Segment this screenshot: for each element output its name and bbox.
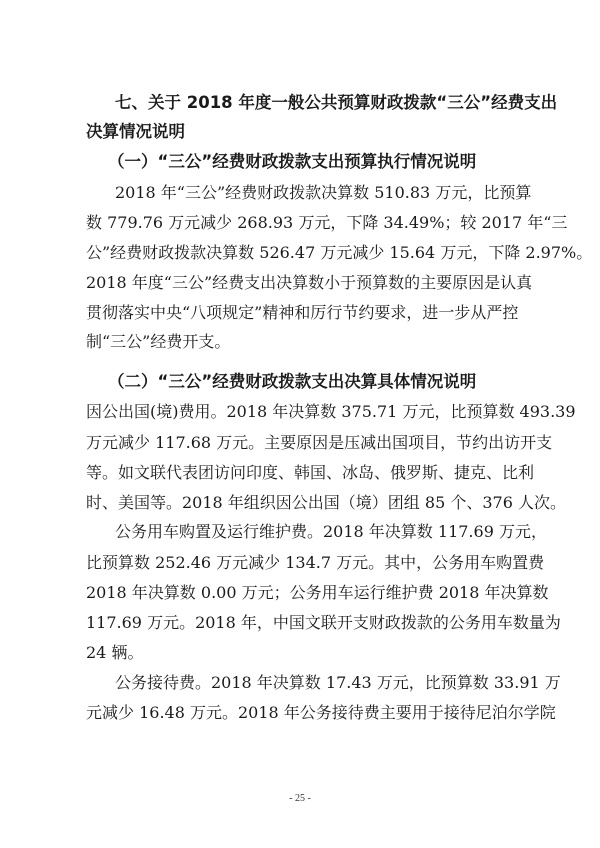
subheading: （一）“三公”经费财政拨款支出预算执行情况说明 [108,152,477,171]
paragraph-line: 2018 年度“三公”经费支出决算数小于预算数的主要原因是认真 [86,273,533,292]
paragraph-line: 贯彻落实中央“八项规定”精神和厉行节约要求，进一步从严控 [86,303,519,322]
paragraph-line: 时、美国等。2018 年组织因公出国（境）团组 85 个、376 人次。 [86,493,566,512]
section-title-line: 决算情况说明 [86,122,185,141]
paragraph-line: 等。如文联代表团访问印度、韩国、冰岛、俄罗斯、捷克、比利 [86,463,535,482]
paragraph-line: 数 779.76 万元减少 268.93 万元，下降 34.49%；较 2017 年“三 [86,213,568,232]
paragraph-line: 2018 年决算数 0.00 万元；公务用车运行维护费 2018 年决算数 [86,583,549,602]
subheading: （二）“三公”经费财政拨款支出决算具体情况说明 [108,372,477,391]
page-number: - 25 - [289,793,311,804]
paragraph-line: 比预算数 252.46 万元减少 134.7 万元。其中，公务用车购置费 [86,553,545,572]
paragraph-line: 117.69 万元。2018 年，中国文联开支财政拨款的公务用车数量为 [86,613,561,632]
paragraph-line: 万元减少 117.68 万元。主要原因是压减出国项目，节约出访开支 [86,433,553,452]
paragraph-line: 公务用车购置及运行维护费。2018 年决算数 117.69 万元， [115,522,547,541]
paragraph-line: 制“三公”经费开支。 [86,332,231,351]
paragraph-line: 公务接待费。2018 年决算数 17.43 万元，比预算数 33.91 万 [115,673,561,692]
paragraph-line: 公”经费财政拨款决算数 526.47 万元减少 15.64 万元，下降 2.97%。 [86,243,593,262]
paragraph-line: 元减少 16.48 万元。2018 年公务接待费主要用于接待尼泊尔学院 [86,703,556,722]
paragraph-line: 因公出国(境)费用。2018 年决算数 375.71 万元，比预算数 493.39 [86,402,576,421]
paragraph-line: 24 辆。 [86,643,144,662]
paragraph-line: 2018 年“三公”经费财政拨款决算数 510.83 万元，比预算 [115,183,532,202]
section-title-line: 七、关于 2018 年度一般公共预算财政拨款“三公”经费支出 [115,93,558,112]
